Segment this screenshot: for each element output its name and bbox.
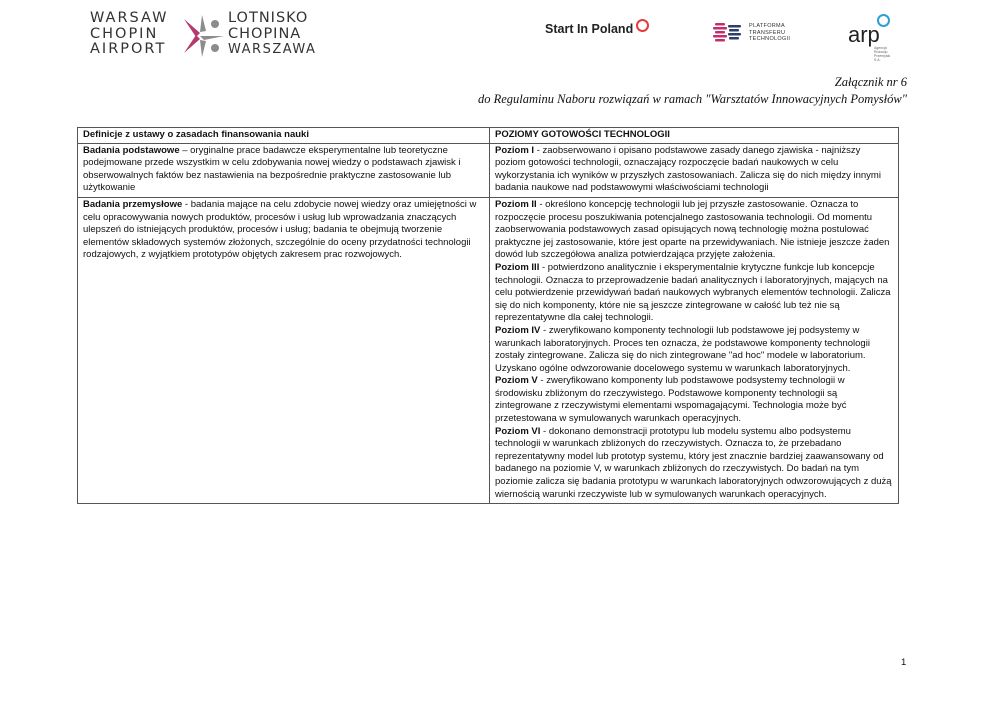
level-term: Poziom IV <box>495 324 541 336</box>
table-header-row <box>78 128 899 144</box>
level-entry <box>495 145 893 195</box>
start-in-poland-text: Start In Poland <box>545 22 634 36</box>
airport-en-line-1: WARSAW <box>90 10 169 26</box>
definition-text: – oryginalne prace badawcze eksperymentalne lub teoretyczne podejmowane przede wszystkim w celu zdobywania nowej wiedzy o podstawach zjawisk i obserwowalnych faktów bez nastawienia na bezpośrednie praktyczne zastosowanie lub użytkowanie <box>83 144 461 194</box>
definition-term: Badania podstawowe <box>83 144 180 156</box>
warsaw-chopin-airport-logo <box>90 11 315 61</box>
table-row <box>78 143 899 197</box>
arp-subtext <box>874 46 890 62</box>
start-in-poland-logo-icon <box>545 22 649 36</box>
definitions-table <box>77 127 899 504</box>
airport-pl-line-2: CHOPINA <box>228 25 302 42</box>
ptt-line-3: TECHNOLOGII <box>749 36 791 43</box>
attachment-subtitle: do Regulaminu Naboru rozwiązań w ramach "Warsztatów Innowacyjnych Pomysłów" <box>477 92 907 106</box>
ptt-line-1: PLATFORMA <box>749 23 785 30</box>
arp-sub-4: S.A. <box>874 58 881 62</box>
airport-pl-line-1: LOTNISKO <box>228 10 309 26</box>
arp-sub-1: Agencja <box>874 46 887 50</box>
page-number: 1 <box>901 657 907 668</box>
ptt-logo-icon <box>713 22 790 44</box>
level-term: Poziom I <box>495 144 535 156</box>
level-term: Poziom VI <box>495 425 541 437</box>
definition-cell <box>78 143 490 197</box>
level-text: - dokonano demonstracji prototypu lub modelu systemu albo podsystemu technologii w warunkach zbliżonych do rzeczywistych. Oznacza to, że przebadano reprezentatywny model lub prototyp systemu, który jest znacznie bardziej zaawansowany od badanego na poziomie V, w warunkach zbliżonych do rzeczywistych. Do badań na tym poziomie zalicza się badania prototypu w warunkach laboratoryjnych odwzorowujących z dużą wiernością warunki rzeczywiste lub w symulowanych warunkach operacyjnych. <box>495 425 892 500</box>
level-entry <box>495 426 893 502</box>
ptt-mark-icon <box>713 22 743 44</box>
level-text: - zweryfikowano komponenty lub podstawowe podsystemy technologii w środowisku zbliżonym do rzeczywistego. Podstawowe komponenty technologii są zintegrowane z rzeczywistymi elementami wspomagającymi. Technologia może być przetestowana w symulowanych warunkach operacyjnych. <box>495 375 847 425</box>
level-text: - określono koncepcję technologii lub jej przyszłe zastosowanie. Oznacza to rozpoczęcie procesu poszukiwania potencjalnego zastosowania technologii. Od momentu zaobserwowania podstawowych zasad opisujących nową technologię można postulować praktyczne jej zastosowanie, które jest oparte na przewidywaniach. Nie istnieje jeszcze żaden dowód lub szczegółowa analiza potwierdzająca przyjęte założenia. <box>495 198 890 261</box>
level-text: - potwierdzono analitycznie i eksperymentalnie krytyczne funkcje lub koncepcje technologii. Oznacza to przeprowadzenie badań analitycznych i laboratoryjnych, mających na celu potwierdzenie przewidywań badań naukowych wybranych elementów technologii. Zalicza się do nich komponenty, które nie są jeszcze zintegrowane w całość lub też nie są reprezentatywne dla całej technologii. <box>495 261 891 324</box>
airport-flower-logo-icon <box>180 15 224 57</box>
attachment-title: Załącznik nr 6 <box>834 75 907 89</box>
level-entry <box>495 262 893 325</box>
airport-name-pl <box>228 11 316 58</box>
definition-term: Badania przemysłowe <box>83 198 183 210</box>
table-row <box>78 197 899 503</box>
level-term: Poziom II <box>495 198 537 210</box>
attachment-header <box>478 74 907 108</box>
levels-cell <box>490 143 899 197</box>
level-entry <box>495 325 893 375</box>
level-term: Poziom V <box>495 375 538 387</box>
arp-ring-icon <box>877 14 890 27</box>
definition-cell <box>78 197 490 503</box>
airport-name-en <box>90 11 168 58</box>
ptt-line-2: TRANSFERU <box>749 29 786 36</box>
level-text: - zaobserwowano i opisano podstawowe zasady danego zjawiska - najniższy poziom gotowości technologii, oznaczający rozpoczęcie badań naukowych w celu wykorzystania ich wyników w przyszłych zastosowaniach. Zalicza się do nich między innymi badania naukowe nad podstawowymi właściwościami technologii <box>495 144 881 194</box>
arp-sub-3: Przemysłu <box>874 54 891 58</box>
level-term: Poziom III <box>495 261 540 273</box>
level-entry <box>495 375 893 425</box>
arp-sub-2: Rozwoju <box>874 50 888 54</box>
airport-pl-line-3: WARSZAWA <box>228 42 317 57</box>
col-trl-header: POZIOMY GOTOWOŚCI TECHNOLOGII <box>490 128 899 144</box>
levels-cell <box>490 197 899 503</box>
airport-en-line-2: CHOPIN <box>90 25 159 42</box>
arp-text: arp <box>848 22 880 47</box>
col-definitions-header: Definicje z ustawy o zasadach finansowania nauki <box>78 128 490 144</box>
level-text: - zweryfikowano komponenty technologii lub podstawowe jej podsystemy w warunkach laboratoryjnych. Proces ten oznacza, że podstawowe komponenty technologii zostały zintegrowane. Zalicza się do nich zintegrowane "ad hoc" modele w laboratorium. Uzyskano ogólne odwzorowanie docelowego systemu w warunkach laboratoryjnych. <box>495 324 870 374</box>
airport-en-line-3: AIRPORT <box>90 41 167 57</box>
arp-logo-icon <box>848 14 898 62</box>
definition-text: - badania mające na celu zdobycie nowej wiedzy oraz umiejętności w celu opracowywania nowych produktów, procesów i usług lub wprowadzania znaczących ulepszeń do istniejących produktów, procesów i usług; badania te obejmują tworzenie elementów składowych systemów złożonych, szczególnie do oceny przydatności technologii rodzajowych, z wyjątkiem prototypów objętych zakresem prac rozwojowych. <box>83 198 477 261</box>
level-entry <box>495 199 893 262</box>
start-ring-icon <box>636 19 649 32</box>
